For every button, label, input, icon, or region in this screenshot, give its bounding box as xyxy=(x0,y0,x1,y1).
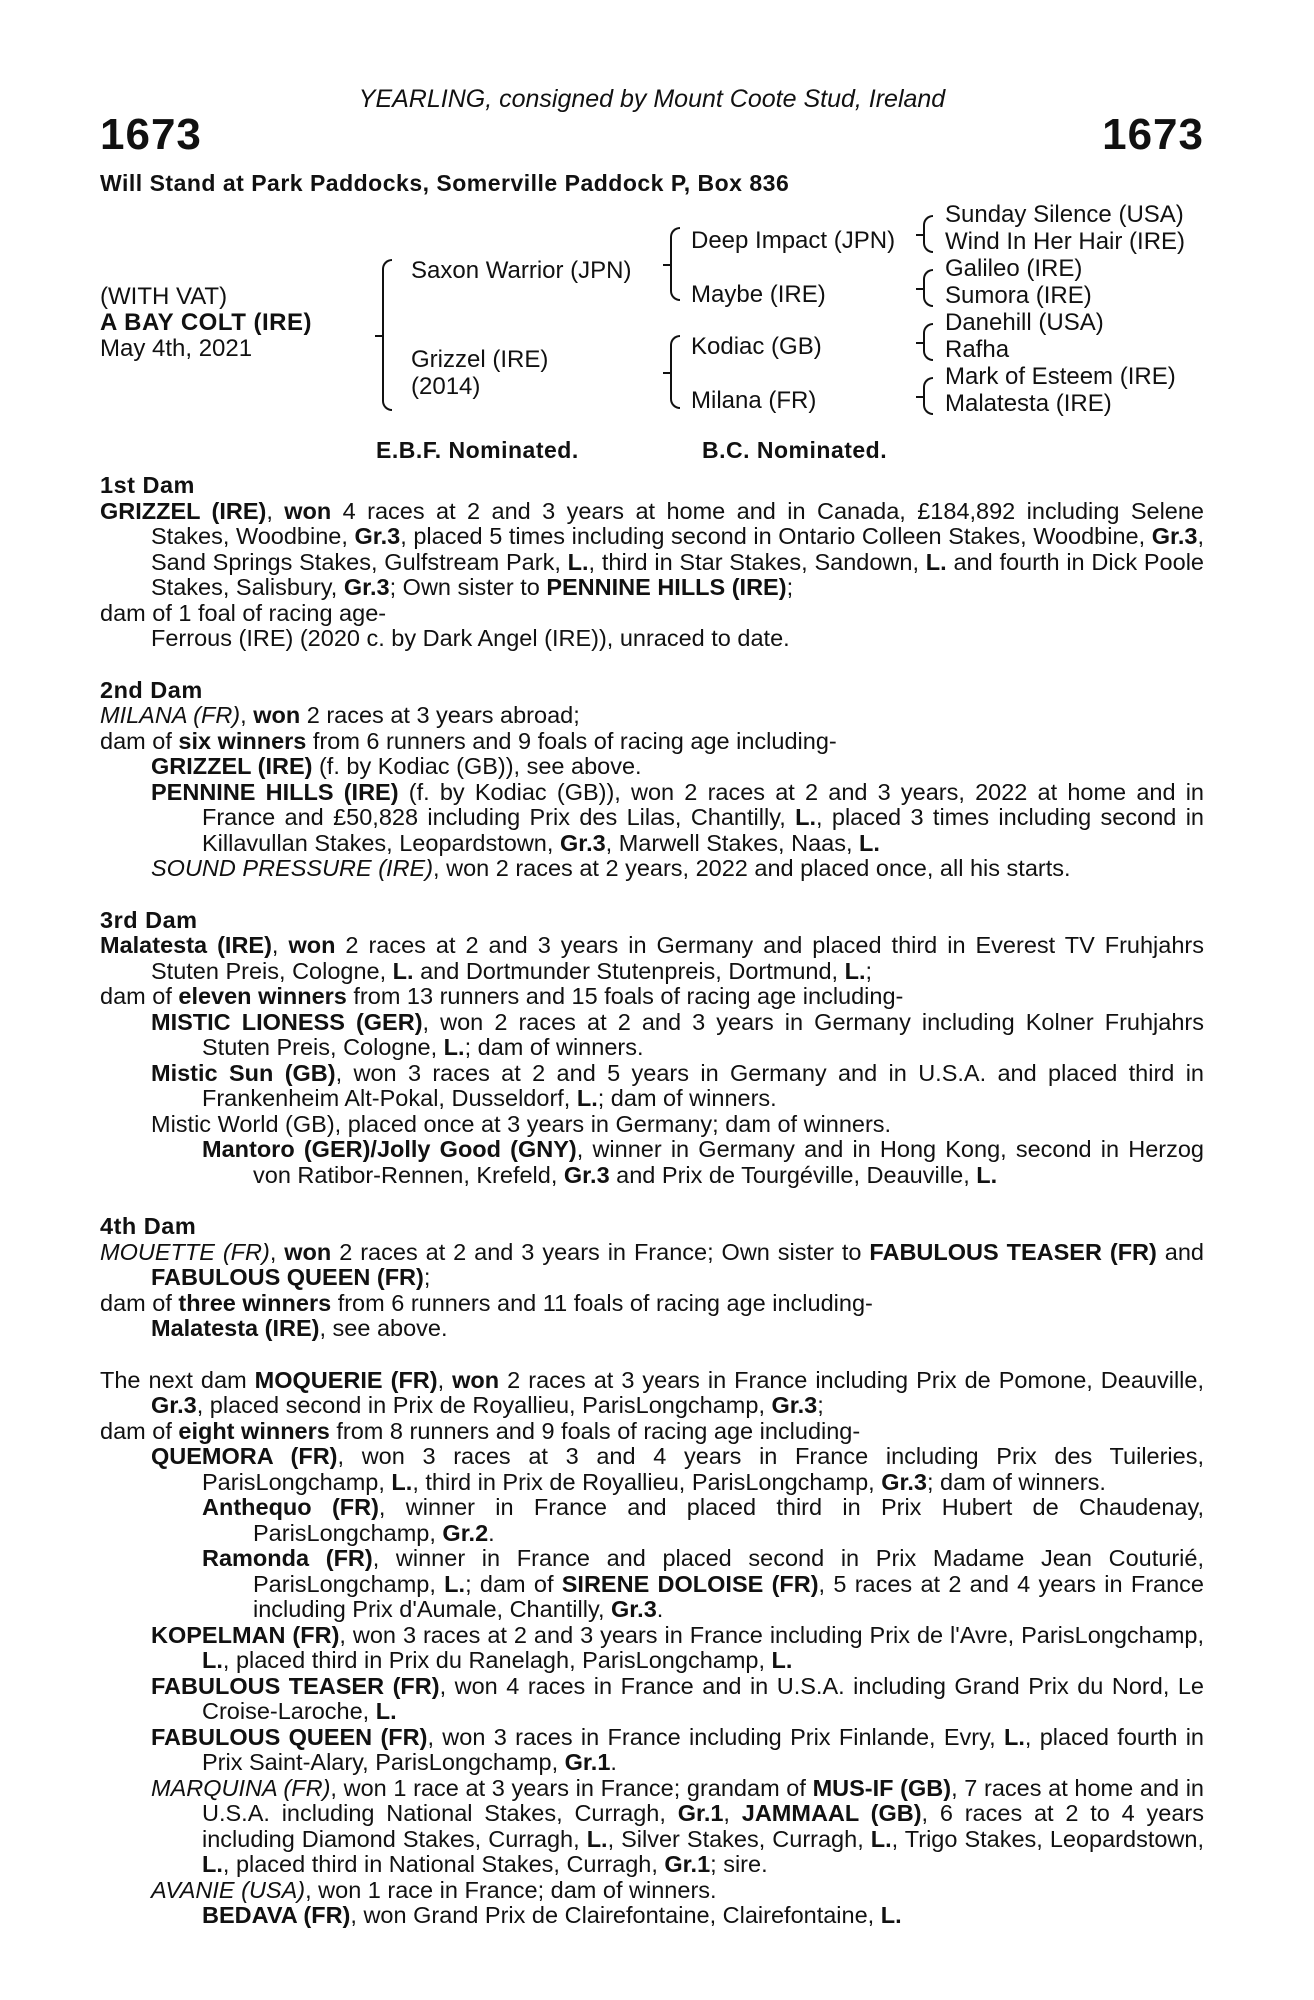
sds-name: Galileo (IRE) xyxy=(945,255,1083,282)
second-dam-heading: 2nd Dam xyxy=(100,676,203,703)
first-dam-heading: 1st Dam xyxy=(100,472,195,498)
bc-nominated: B.C. Nominated. xyxy=(702,437,888,463)
nominations xyxy=(100,437,1204,473)
produce-mistic-world: Mistic World (GB), placed once at 3 years in Germany; dam of winners. xyxy=(151,1110,892,1137)
lot-number-right: 1673 xyxy=(1102,110,1204,159)
produce-marquina: MARQUINA (FR), won 1 race at 3 years in France; grandam of MUS-IF (GB), 7 races at home and in U.S.A. including National Stakes, Curragh, Gr.1, JAMMAAL (GB), 6 races at 2 to 4 years including Diamond Stakes, Curragh, L., Silver Stakes, Curragh, L., Trigo Stakes, Leopardstown, L., placed third in National Stakes, Curragh, Gr.1; sire. xyxy=(151,1774,1204,1877)
dsd-name: Rafha xyxy=(945,336,1010,363)
third-dam-produce-summary: dam of eleven winners from 13 runners and 15 foals of racing age including- xyxy=(100,983,904,1009)
dam-year: (2014) xyxy=(411,373,481,400)
produce-avanie: AVANIE (USA), won 1 race in France; dam of winners. xyxy=(151,1876,717,1903)
catalogue-page xyxy=(100,82,1204,1929)
produce-malatesta: Malatesta (IRE), see above. xyxy=(151,1315,448,1341)
second-dam-record: MILANA (FR), won 2 races at 3 years abroad; xyxy=(100,702,580,728)
sdd-name: Sumora (IRE) xyxy=(945,282,1092,309)
brace-sd xyxy=(923,269,933,307)
sire-dam: Maybe (IRE) xyxy=(691,281,826,308)
sire-sire: Deep Impact (JPN) xyxy=(691,227,896,254)
stand-location: Will Stand at Park Paddocks, Somerville Paddock P, Box 836 xyxy=(100,170,790,196)
produce-bedava: BEDAVA (FR), won Grand Prix de Clairefontaine, Clairefontaine, L. xyxy=(202,1902,902,1928)
next-dam-produce-summary: dam of eight winners from 8 runners and 9 foals of racing age including- xyxy=(100,1417,861,1444)
produce-kopelman: KOPELMAN (FR), won 3 races at 2 and 3 years in France including Prix de l'Avre, ParisLongchamp, L., placed third in Prix du Ranelagh, ParisLongchamp, L. xyxy=(151,1621,1204,1673)
dam-name: Grizzel (IRE) xyxy=(411,346,549,373)
produce-ramonda: Ramonda (FR), winner in France and placed second in Prix Madame Jean Couturié, ParisLongchamp, L.; dam of SIRENE DOLOISE (FR), 5 races at 2 and 4 years in France including Prix d'Aumale, Chantilly, Gr.3. xyxy=(202,1545,1204,1622)
fourth-dam-heading: 4th Dam xyxy=(100,1213,197,1239)
ebf-nominated: E.B.F. Nominated. xyxy=(376,437,579,463)
third-dam-heading: 3rd Dam xyxy=(100,906,198,933)
pedigree-table xyxy=(100,197,1204,437)
brace-dam xyxy=(670,335,680,409)
dam-dam: Milana (FR) xyxy=(691,387,817,414)
horse-name: A BAY COLT (IRE) xyxy=(100,309,313,336)
produce-quemora: QUEMORA (FR), won 3 races at 3 and 4 years in France including Prix des Tuileries, ParisLongchamp, L., third in Prix de Royallieu, ParisLongchamp, Gr.3; dam of winners. xyxy=(151,1443,1205,1495)
next-dam-record: The next dam MOQUERIE (FR), won 2 races at 3 years in France including Prix de Pomone, Deauville, Gr.3, placed second in Prix de Royallieu, ParisLongchamp, Gr.3; xyxy=(100,1366,1204,1418)
lot-number-left: 1673 xyxy=(100,110,202,159)
produce-anthequo: Anthequo (FR), winner in France and placed third in Prix Hubert de Chaudenay, ParisLongchamp, Gr.2. xyxy=(202,1494,1204,1546)
ddd-name: Malatesta (IRE) xyxy=(945,390,1112,417)
brace-main xyxy=(382,259,392,411)
sss-name: Sunday Silence (USA) xyxy=(945,201,1184,228)
produce-ferrous: Ferrous (IRE) (2020 c. by Dark Angel (IRE)), unraced to date. xyxy=(151,625,790,651)
fourth-dam-produce-summary: dam of three winners from 6 runners and 11 foals of racing age including- xyxy=(100,1289,873,1316)
dds-name: Mark of Esteem (IRE) xyxy=(945,363,1176,390)
produce-mistic-sun: Mistic Sun (GB), won 3 races at 2 and 5 years in Germany and in U.S.A. and placed third in Frankenheim Alt-Pokal, Dusseldorf, L.; dam of winners. xyxy=(151,1059,1204,1111)
brace-ss xyxy=(923,215,933,253)
dss-name: Danehill (USA) xyxy=(945,309,1104,336)
dam-sire: Kodiac (GB) xyxy=(691,333,822,360)
produce-pennine-hills: PENNINE HILLS (IRE) (f. by Kodiac (GB)), won 2 races at 2 and 3 years, 2022 at home and in France and £50,828 including Prix des Lilas, Chantilly, L., placed 3 times including second in Killavullan Stakes, Leopardstown, Gr.3, Marwell Stakes, Naas, L. xyxy=(151,778,1205,856)
sire-name: Saxon Warrior (JPN) xyxy=(411,257,632,284)
produce-fabulous-teaser: FABULOUS TEASER (FR), won 4 races in France and in U.S.A. including Grand Prix du Nord, Le Croise-Laroche, L. xyxy=(151,1672,1204,1724)
consignor-line: YEARLING, consigned by Mount Coote Stud, Ireland xyxy=(358,85,946,113)
second-dam-produce-summary: dam of six winners from 6 runners and 9 foals of racing age including- xyxy=(100,727,837,754)
vat-note: (WITH VAT) xyxy=(100,283,228,310)
third-dam-record: Malatesta (IRE), won 2 races at 2 and 3 years in Germany and placed third in Everest TV Fruhjahrs Stuten Preis, Cologne, L. and Dortmunder Stutenpreis, Dortmund, L.; xyxy=(100,932,1204,984)
lot-row xyxy=(100,110,1204,166)
foaling-date: May 4th, 2021 xyxy=(100,335,253,362)
produce-mantoro: Mantoro (GER)/Jolly Good (GNY), winner in Germany and in Hong Kong, second in Herzog von Ratibor-Rennen, Krefeld, Gr.3 and Prix de Tourgéville, Deauville, L. xyxy=(202,1136,1204,1188)
produce-mistic-lioness: MISTIC LIONESS (GER), won 2 races at 2 and 3 years in Germany including Kolner Fruhjahrs Stuten Preis, Cologne, L.; dam of winners. xyxy=(151,1008,1204,1060)
produce-grizzel: GRIZZEL (IRE) (f. by Kodiac (GB)), see above. xyxy=(151,753,642,779)
brace-ds xyxy=(923,323,933,361)
produce-sound-pressure: SOUND PRESSURE (IRE), won 2 races at 2 years, 2022 and placed once, all his starts. xyxy=(151,855,1071,881)
first-dam-record: GRIZZEL (IRE), won 4 races at 2 and 3 years at home and in Canada, £184,892 including Selene Stakes, Woodbine, Gr.3, placed 5 times including second in Ontario Colleen Stakes, Woodbine, Gr.3, Sand Springs Stakes, Gulfstream Park, L., third in Star Stakes, Sandown, L. and fourth in Dick Poole Stakes, Salisbury, Gr.3; Own sister to PENNINE HILLS (IRE); xyxy=(100,497,1204,600)
first-dam-foals: dam of 1 foal of racing age- xyxy=(100,599,387,626)
produce-record xyxy=(100,473,1204,1929)
produce-fabulous-queen: FABULOUS QUEEN (FR), won 3 races in France including Prix Finlande, Evry, L., placed fourth in Prix Saint-Alary, ParisLongchamp, Gr.1. xyxy=(151,1723,1205,1775)
brace-dd xyxy=(923,377,933,415)
ssd-name: Wind In Her Hair (IRE) xyxy=(945,228,1186,255)
brace-sire xyxy=(670,227,680,301)
fourth-dam-record: MOUETTE (FR), won 2 races at 2 and 3 years in France; Own sister to FABULOUS TEASER (FR) and FABULOUS QUEEN (FR); xyxy=(100,1238,1204,1290)
